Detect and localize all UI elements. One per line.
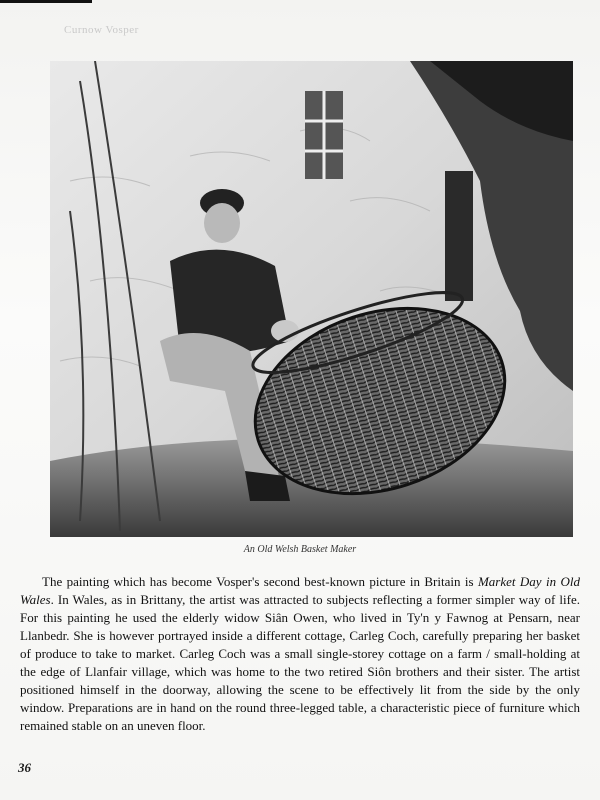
- top-rule: [0, 0, 92, 3]
- body-text: [20, 573, 580, 735]
- painting-title: Market Day in Old Wales: [20, 574, 580, 607]
- body-text-part: . In Wales, as in Brittany, the artist was attracted to subjects reflecting a former simpler way of life. For this painting he used the elderly widow Siân Owen, who lived in Ty'n y Fawnog at Pensarn, near Llanbedr. She is however portrayed inside a different cottage, Carleg Coch, carefully preparing her basket of produce to take to market. Carleg Coch was a small single-storey cottage on a farm / small-holding at the edge of Llanfair village, which was home to the two retired Siôn brothers and their sister. The artist positioned himself in the doorway, allowing the scene to be effectively lit from the side by the only window. Preparations are in hand on the round three-legged table, a characteristic piece of furniture which remained stable on an uneven floor.: [20, 592, 580, 733]
- figure-caption: An Old Welsh Basket Maker: [243, 544, 357, 555]
- page-number: 36: [18, 760, 31, 775]
- body-paragraph: [20, 573, 580, 735]
- body-text-part: The painting which has become Vosper's second best-known picture in Britain is: [42, 574, 478, 589]
- photograph-basket-maker: [50, 61, 573, 537]
- running-head: Curnow Vosper: [64, 24, 139, 36]
